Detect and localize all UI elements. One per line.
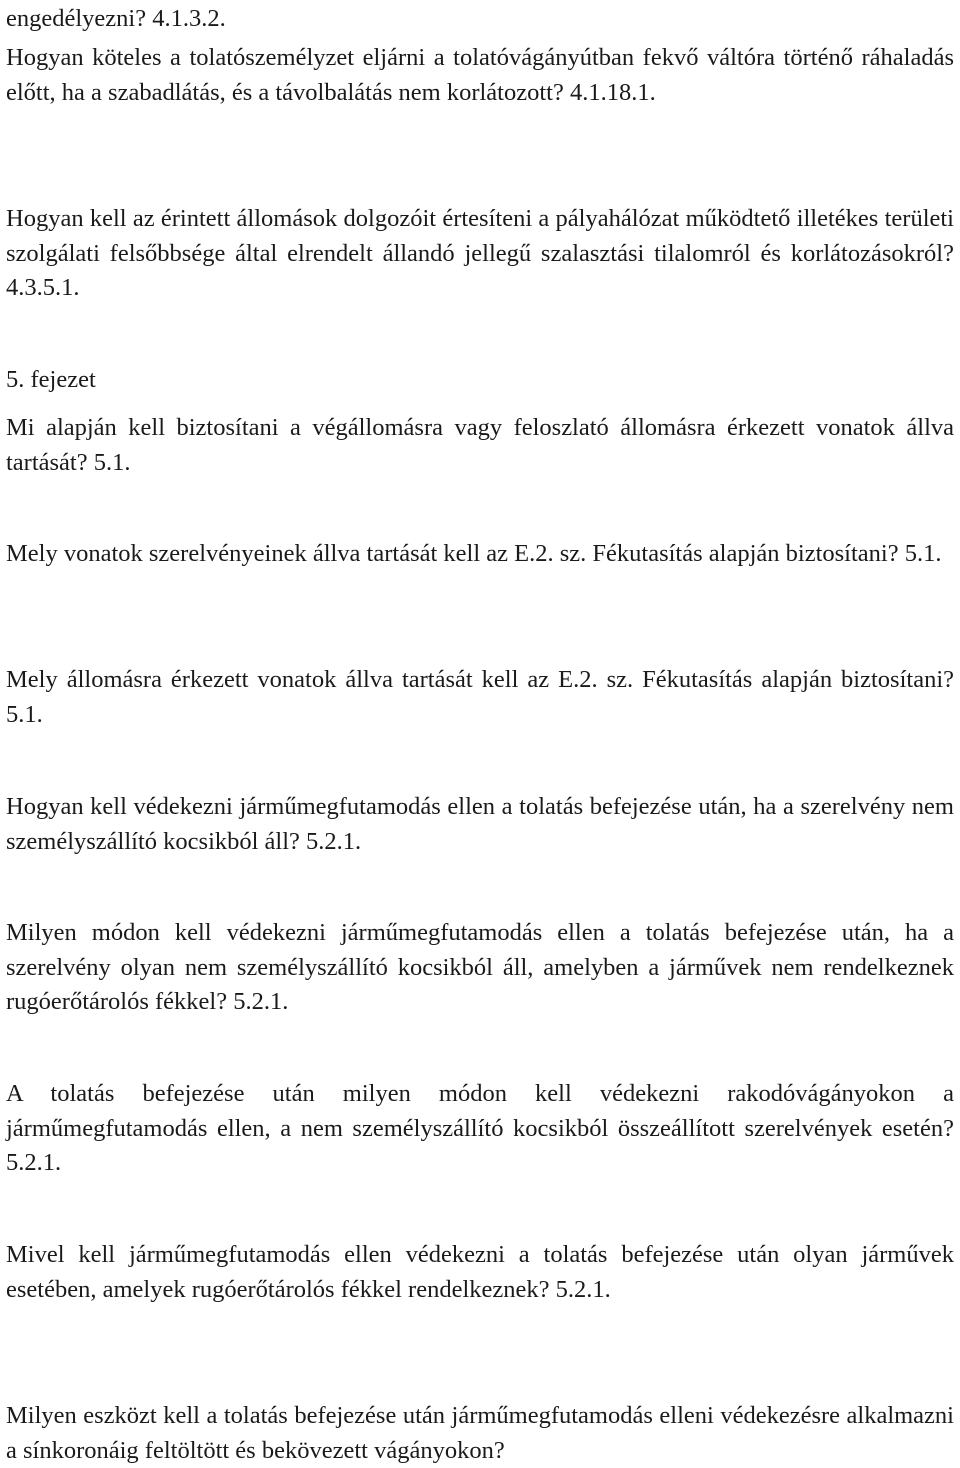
chapter-heading: 5. fejezet <box>6 366 96 393</box>
question-text: Hogyan kell védekezni járműmegfutamodás ellen a tolatás befejezése után, ha a szerelvény nem személyszállító kocsikból áll? 5.2.1. <box>6 793 954 855</box>
question-text: engedélyezni? 4.1.3.2. <box>6 5 226 32</box>
question-text: Milyen eszközt kell a tolatás befejezése után járműmegfutamodás elleni védekezésre alkalmazni a sínkoronáig feltöltött és bekövezett vágányokon? <box>6 1402 954 1464</box>
question-text: Hogyan kell az érintett állomások dolgozóit értesíteni a pályahálózat működtető illetékes területi szolgálati felsőbbsége által elrendelt állandó jellegű szalasztási tilalomról és korlátozásokról? 4.3.5.1. <box>6 205 954 301</box>
question-text: Mivel kell járműmegfutamodás ellen védekezni a tolatás befejezése után olyan járművek esetében, amelyek rugóerőtárolós fékkel rendelkeznek? 5.2.1. <box>6 1241 954 1303</box>
question-text: Mi alapján kell biztosítani a végállomásra vagy feloszlató állomásra érkezett vonatok állva tartását? 5.1. <box>6 414 954 476</box>
question-text: Mely vonatok szerelvényeinek állva tartását kell az E.2. sz. Fékutasítás alapján biztosítani? 5.1. <box>6 540 942 567</box>
question-text: A tolatás befejezése után milyen módon kell védekezni rakodóvágányokon a járműmegfutamodás ellen, a nem személyszállító kocsikból összeállított szerelvények esetén? 5.2.1. <box>6 1080 954 1176</box>
question-text: Milyen módon kell védekezni járműmegfutamodás ellen a tolatás befejezése után, ha a szerelvény olyan nem személyszállító kocsikból áll, amelyben a járművek nem rendelkeznek rugóerőtárolós fékkel? 5.2.1. <box>6 919 954 1015</box>
question-text: Mely állomásra érkezett vonatok állva tartását kell az E.2. sz. Fékutasítás alapján biztosítani? 5.1. <box>6 666 954 728</box>
question-text: Hogyan köteles a tolatószemélyzet eljárni a tolatóvágányútban fekvő váltóra történő ráhaladás előtt, ha a szabadlátás, és a távolbalátás nem korlátozott? 4.1.18.1. <box>6 44 954 106</box>
